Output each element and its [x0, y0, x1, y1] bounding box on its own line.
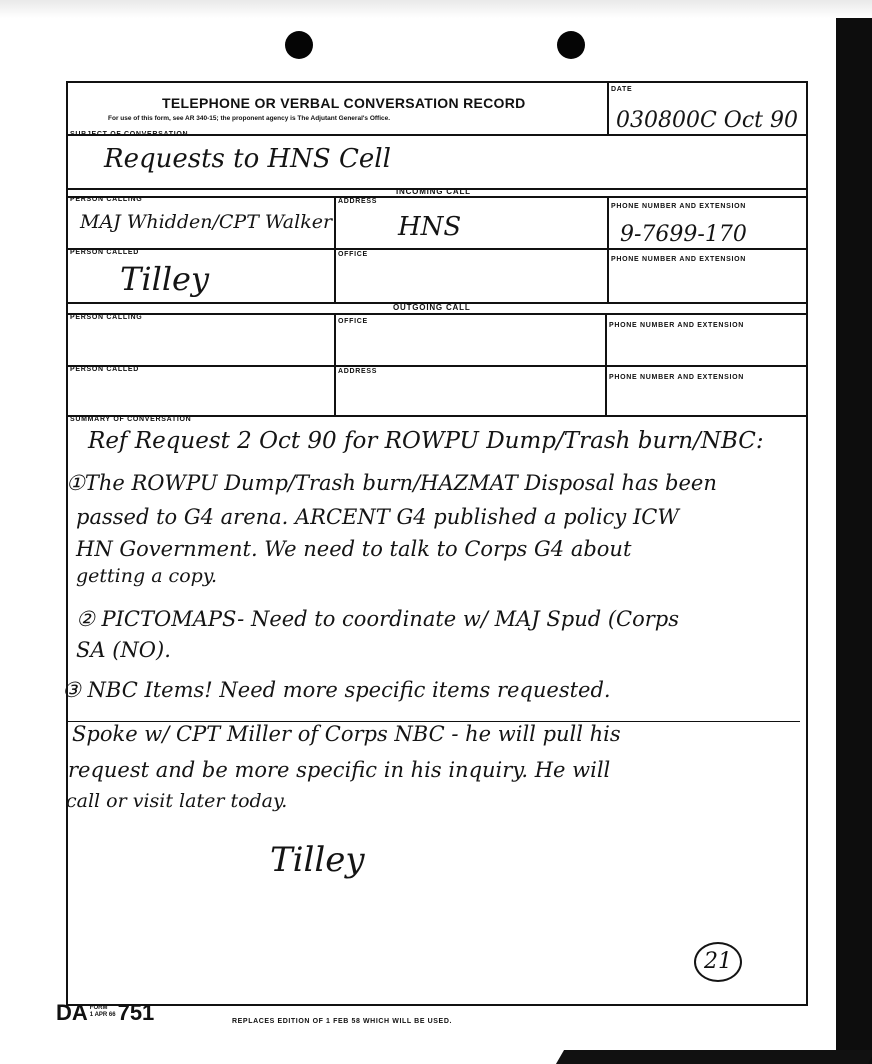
date-value: 030800C Oct 90	[616, 108, 798, 133]
incoming-office-label: OFFICE	[338, 251, 368, 258]
form-prefix: DA	[56, 1000, 88, 1025]
scan-right-edge	[836, 18, 872, 1064]
signature: Tilley	[270, 840, 365, 880]
summary-line-10: request and be more specific in his inquiry. He will	[68, 758, 611, 782]
incoming-person-called-label: PERSON CALLED	[70, 249, 139, 256]
punch-hole-left	[285, 31, 313, 59]
incoming-address-value: HNS	[398, 212, 462, 242]
summary-line-6: ② PICTOMAPS- Need to coordinate w/ MAJ Spud (Corps	[76, 607, 680, 631]
incoming-phone2-label: PHONE NUMBER AND EXTENSION	[611, 256, 747, 263]
page-number-value: 21	[704, 949, 732, 974]
incoming-person-called-value: Tilley	[120, 260, 210, 298]
outgoing-person-calling-label: PERSON CALLING	[70, 314, 143, 321]
summary-line-4: HN Government. We need to talk to Corps G4 about	[76, 537, 632, 561]
form-identifier	[56, 1000, 154, 1026]
form-small-line-1: FORM	[89, 1005, 108, 1011]
incoming-address-label: ADDRESS	[338, 198, 378, 205]
outgoing-address-label: ADDRESS	[338, 368, 378, 375]
summary-line-8: ③ NBC Items! Need more specific items requested.	[62, 678, 611, 702]
divider-incoming	[66, 196, 808, 198]
summary-line-11: call or visit later today.	[66, 790, 288, 812]
subject-value: Requests to HNS Cell	[104, 144, 391, 174]
replaces-notice: REPLACES EDITION OF 1 FEB 58 WHICH WILL BE USED.	[232, 1018, 453, 1025]
incoming-phone-label: PHONE NUMBER AND EXTENSION	[611, 203, 747, 210]
divider-incoming-col2	[607, 196, 609, 302]
summary-line-2: ①The ROWPU Dump/Trash burn/HAZMAT Disposal has been	[66, 471, 717, 495]
summary-line-9: Spoke w/ CPT Miller of Corps NBC - he will pull his	[72, 722, 621, 746]
date-label: DATE	[611, 86, 633, 93]
subject-label: SUBJECT OF CONVERSATION	[70, 131, 189, 138]
form-title: TELEPHONE OR VERBAL CONVERSATION RECORD	[162, 95, 526, 111]
incoming-person-calling-label: PERSON CALLING	[70, 196, 143, 203]
form-subtitle: For use of this form, see AR 340-15; the proponent agency is The Adjutant General's Office.	[108, 115, 391, 122]
outgoing-person-called-label: PERSON CALLED	[70, 366, 139, 373]
divider-incoming-row	[66, 248, 808, 250]
divider-date	[607, 81, 609, 136]
outgoing-call-label: OUTGOING CALL	[393, 303, 471, 312]
summary-label: SUMMARY OF CONVERSATION	[70, 416, 192, 423]
scan-bottom-edge	[556, 1050, 872, 1064]
scan-top-edge	[0, 0, 872, 18]
summary-line-5: getting a copy.	[76, 565, 218, 587]
form-number: 751	[117, 1000, 155, 1025]
incoming-call-label: INCOMING CALL	[396, 187, 471, 196]
divider-outgoing-col1	[334, 313, 336, 417]
form-small-print	[90, 1005, 116, 1019]
page-number-mark	[694, 942, 742, 982]
punch-hole-right	[557, 31, 585, 59]
outgoing-office-label: OFFICE	[338, 318, 368, 325]
outgoing-phone-label: PHONE NUMBER AND EXTENSION	[609, 322, 745, 329]
incoming-phone-value: 9-7699-170	[620, 222, 747, 247]
form-small-line-2: 1 APR 66	[89, 1012, 116, 1018]
divider-outgoing-row	[66, 365, 808, 367]
divider-outgoing-header	[66, 313, 808, 315]
divider-incoming-col1	[334, 196, 336, 302]
outgoing-phone2-label: PHONE NUMBER AND EXTENSION	[609, 374, 745, 381]
summary-line-3: passed to G4 arena. ARCENT G4 published a policy ICW	[76, 505, 679, 529]
divider-outgoing-col2	[605, 313, 607, 417]
summary-line-1: Ref Request 2 Oct 90 for ROWPU Dump/Trash burn/NBC:	[88, 428, 764, 454]
incoming-person-calling-value: MAJ Whidden/CPT Walker	[80, 211, 333, 233]
summary-line-7: SA (NO).	[76, 638, 171, 662]
